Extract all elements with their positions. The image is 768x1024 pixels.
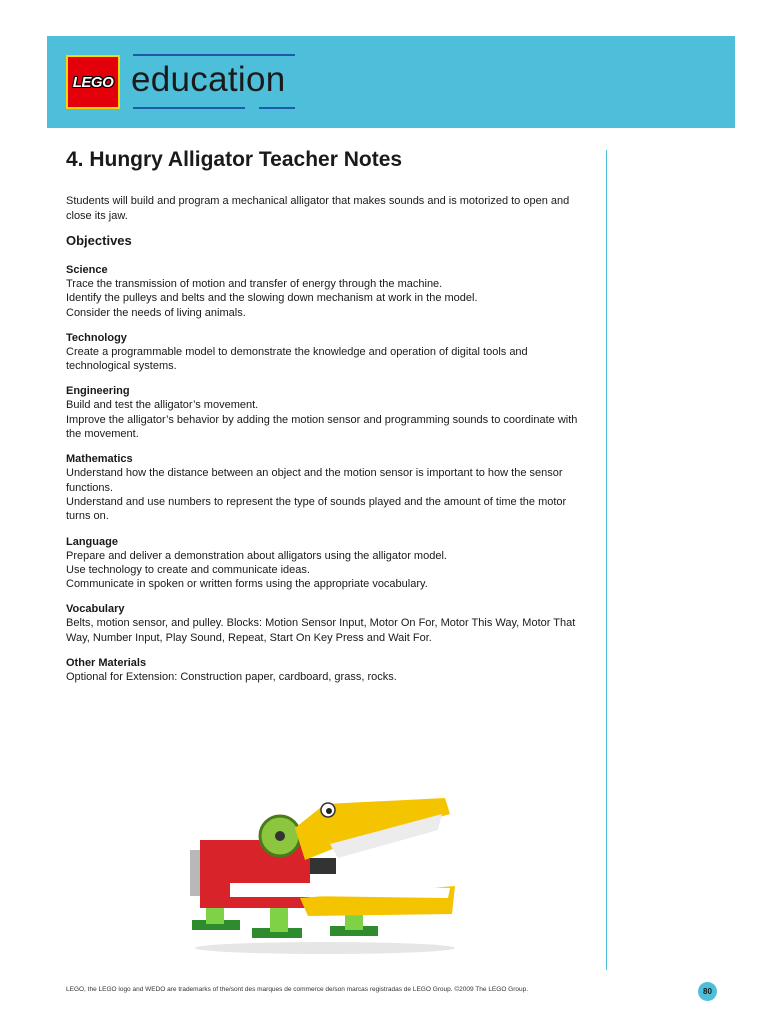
section-heading: Technology [66,331,127,344]
brand-rule [133,107,245,109]
section-heading: Vocabulary [66,603,125,616]
model-shadow [195,942,455,954]
eye-pupil [326,808,332,814]
lego-logo-text: LEGO [72,73,114,91]
lower-teeth [302,884,450,898]
section-text: Build and test the alligator’s movement. [66,399,259,412]
section-text: Belts, motion sensor, and pulley. Blocks: Motion Sensor Input, Motor On For, Motor This Way, Motor That Way, Number Input, Play Sound, Repeat, Start On Key Press and Wait For. [66,617,576,644]
intro-paragraph: Students will build and program a mechanical alligator that makes sounds and is motorized to open and close its jaw. [66,195,570,222]
footer-legal: LEGO, the LEGO logo and WEDO are trademarks of the/sont des marques de commerce de/son marcas registradas de LEGO Group. ©2009 The LEGO Group. [66,986,529,993]
main-content [66,146,590,695]
motion-sensor [310,858,336,874]
section-heading: Language [66,535,118,548]
pulley-axle [275,831,285,841]
objectives-heading: Objectives [66,233,132,248]
objective-sections [66,263,590,684]
objective-section [66,452,590,523]
section-text: Create a programmable model to demonstrate the knowledge and operation of digital tools and technological systems. [66,345,528,373]
objective-section [66,331,590,374]
section-heading: Engineering [66,385,130,398]
section-text: Improve the alligator’s behavior by adding the motion sensor and programming sounds to coordinate with the movement. [66,413,578,441]
section-heading: Other Materials [66,657,147,670]
lego-logo [66,55,120,109]
brand-rule [133,54,295,56]
section-heading: Mathematics [66,453,133,466]
leg [270,906,288,932]
section-text: Understand how the distance between an object and the motion sensor is important to how the sensor functions. [66,467,563,494]
section-text: Identify the pulleys and belts and the slowing down mechanism at work in the model. [66,292,478,305]
alligator-model-illustration [180,788,470,958]
section-text: Prepare and deliver a demonstration about alligators using the alligator model. [66,549,447,562]
section-heading: Science [66,264,108,276]
section-text: Optional for Extension: Construction paper, cardboard, grass, rocks. [66,671,397,684]
margin-divider [606,150,607,970]
section-text: Understand and use numbers to represent the type of sounds played and the amount of time the motor turns on. [66,495,567,523]
objective-section [66,384,590,441]
objective-section [66,263,590,320]
brand-rule [259,107,295,109]
page-title: 4. Hungry Alligator Teacher Notes [66,148,403,171]
section-text: Use technology to create and communicate ideas. [66,563,310,576]
section-text: Consider the needs of living animals. [66,306,246,319]
page-number-badge: 80 [698,982,717,1001]
brand-wordmark: education [131,60,286,99]
objective-section [66,602,590,645]
section-text: Communicate in spoken or written forms using the appropriate vocabulary. [66,578,428,591]
objective-section [66,656,590,684]
objective-section [66,535,590,592]
section-text: Trace the transmission of motion and transfer of energy through the machine. [66,278,443,290]
header-band [47,36,735,128]
